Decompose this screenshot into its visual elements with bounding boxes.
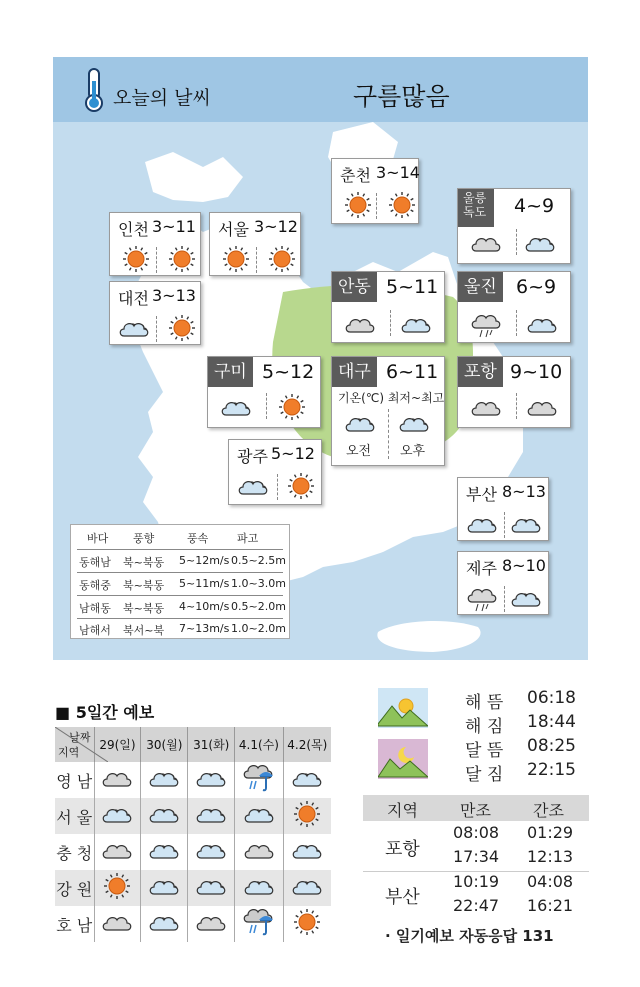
sun-icon: [120, 245, 152, 277]
moonrise-label: 달 뜸: [465, 741, 504, 761]
city-card-pohang: [457, 356, 571, 428]
city-temp: 5~12: [262, 361, 315, 383]
forecast-region: 호 남: [56, 915, 93, 935]
city-name: 대전: [118, 289, 149, 308]
city-card-uljin: [457, 271, 571, 343]
sea-row: 동해남 북~북동 5~12m/s 0.5~2.5m: [79, 554, 286, 569]
forecast-row: [55, 834, 331, 870]
sun-icon: [220, 245, 252, 277]
tide-low: 01:29: [527, 823, 574, 842]
partly-cloudy-icon: [283, 870, 331, 906]
partly-cloudy-icon: [510, 510, 542, 542]
city-temp: 9~10: [510, 361, 563, 383]
city-name: 부산: [466, 485, 497, 504]
tide-header-low: 간조: [533, 801, 564, 820]
partly-cloudy-icon: [94, 798, 141, 834]
sunrise-time: 06:18: [527, 688, 576, 708]
city-name: 춘천: [340, 166, 371, 185]
partly-cloudy-icon: [235, 798, 283, 834]
partly-cloudy-icon: [188, 798, 235, 834]
sunset-label: 해 짐: [465, 717, 504, 737]
city-name: 서울: [218, 220, 249, 239]
cloud-icon: [470, 229, 502, 261]
city-card-daegu: [331, 356, 445, 466]
sun-icon: [285, 472, 317, 504]
sea-header-wave: 파고: [237, 532, 259, 545]
city-card-seoul: [209, 212, 301, 276]
sea-header-area: 바다: [87, 532, 109, 545]
city-temp: 4~9: [514, 195, 555, 217]
cloud-icon: [344, 310, 376, 342]
partly-cloudy-icon: [188, 834, 235, 870]
tide-region: 포항: [385, 839, 420, 860]
forecast-header-row: [55, 727, 331, 762]
tide-header-row: [363, 795, 589, 821]
sea-row: 남해동 북~북동 4~10m/s 0.5~2.0m: [79, 600, 286, 615]
forecast-row: [55, 906, 331, 942]
forecast-row: [55, 798, 331, 834]
partly-cloudy-icon: [141, 834, 188, 870]
sea-header-row: [77, 527, 283, 547]
city-card-daejeon: [109, 281, 201, 345]
moonrise-mountain-icon: [378, 739, 428, 779]
city-temp: 8~13: [502, 482, 546, 501]
partly-cloudy-icon: [344, 409, 376, 441]
forecast-region: 서 울: [55, 798, 94, 834]
city-card-gumi: [207, 356, 321, 428]
partly-cloudy-icon: [237, 472, 269, 504]
forecast-day: 30(월): [141, 727, 188, 762]
moonset-label: 달 짐: [465, 765, 504, 785]
thermometer-icon: [81, 67, 107, 113]
forecast-day: 4.1(수): [235, 727, 283, 762]
city-temp: 5~12: [271, 444, 315, 463]
tide-header-high: 만조: [460, 801, 491, 820]
sunset-time: 18:44: [527, 712, 576, 732]
sun-icon: [283, 798, 331, 834]
city-temp: 3~13: [152, 286, 196, 305]
sun-icon: [166, 245, 198, 277]
sun-icon: [386, 191, 418, 223]
tide-high: 08:08: [453, 823, 500, 842]
city-temp: 3~14: [376, 163, 420, 182]
forecast-day: 31(화): [188, 727, 235, 762]
city-card-incheon: [109, 212, 201, 276]
city-card-andong: [331, 271, 445, 343]
partly-cloudy-icon: [400, 310, 432, 342]
tide-header-region: 지역: [387, 801, 418, 820]
sun-icon: [94, 870, 141, 906]
forecast-title: ■ 5일간 예보: [55, 703, 155, 722]
legend-pm-label: 오후: [400, 444, 426, 459]
sun-icon: [266, 245, 298, 277]
partly-cloudy-icon: [141, 906, 188, 942]
city-temp: 6~9: [516, 276, 557, 298]
city-name: 제주: [466, 559, 497, 578]
city-card-gwangju: [228, 439, 322, 505]
tide-low: 04:08: [527, 872, 574, 891]
tide-table: [363, 795, 589, 915]
forecast-region: 충 청: [56, 843, 93, 863]
forecast-day: 4.2(목): [283, 727, 331, 762]
partly-cloudy-icon: [220, 393, 252, 425]
sun-icon: [283, 906, 331, 942]
city-card-chuncheon: [331, 158, 419, 224]
rain-icon: [235, 906, 283, 942]
city-temp: 8~10: [502, 556, 546, 575]
sunrise-mountain-icon: [378, 688, 428, 728]
sea-header-speed: 풍속: [187, 532, 209, 545]
city-name: 울진: [458, 272, 503, 302]
city-name: 대구: [332, 357, 377, 387]
rain-icon: [466, 584, 498, 618]
cloud-icon: [94, 834, 141, 870]
cloud-icon: [94, 762, 141, 798]
rain-icon: [470, 310, 502, 344]
partly-cloudy-icon: [510, 584, 542, 616]
city-card-jeju: [457, 551, 549, 615]
partly-cloudy-icon: [398, 409, 430, 441]
partly-cloudy-icon: [141, 798, 188, 834]
cloud-icon: [470, 393, 502, 425]
sea-conditions-table: [70, 524, 290, 639]
forecast-corner-cell: 날짜 지역: [55, 727, 94, 762]
tide-high: 17:34: [453, 847, 500, 866]
partly-cloudy-icon: [188, 762, 235, 798]
sea-header-direction: 풍향: [133, 532, 155, 545]
city-temp: 5~11: [386, 276, 439, 298]
partly-cloudy-icon: [466, 510, 498, 542]
page-title: 오늘의 날씨: [113, 87, 211, 109]
city-name: 구미: [208, 357, 253, 387]
cloud-icon: [94, 906, 141, 942]
city-temp: 6~11: [386, 361, 439, 383]
forecast-region: 영 남: [56, 771, 93, 791]
sunrise-label: 해 뜸: [465, 693, 504, 713]
cloud-icon: [526, 393, 558, 425]
city-card-busan: [457, 477, 549, 541]
tide-low: 12:13: [527, 847, 574, 866]
ars-phone-info: · 일기예보 자동응답 131: [385, 927, 554, 945]
moonset-time: 22:15: [527, 760, 576, 780]
forecast-row: [55, 870, 331, 906]
partly-cloudy-icon: [118, 314, 150, 346]
partly-cloudy-icon: [235, 870, 283, 906]
sun-icon: [342, 191, 374, 223]
tide-low: 16:21: [527, 896, 574, 915]
moonrise-time: 08:25: [527, 736, 576, 756]
rain-umbrella-icon: [235, 762, 283, 798]
legend-temp-label: 기온(℃) 최저~최고: [338, 391, 445, 405]
partly-cloudy-icon: [188, 870, 235, 906]
city-card-ulleung: [457, 188, 571, 264]
partly-cloudy-icon: [141, 870, 188, 906]
partly-cloudy-icon: [283, 834, 331, 870]
forecast-region: 강 원: [55, 870, 94, 906]
cloud-icon: [235, 834, 283, 870]
sun-icon: [166, 314, 198, 346]
cloud-icon: [188, 906, 235, 942]
city-name: 안동: [332, 272, 377, 302]
partly-cloudy-icon: [524, 229, 556, 261]
tide-high: 22:47: [453, 896, 500, 915]
city-temp: 3~11: [152, 217, 196, 236]
partly-cloudy-icon: [526, 310, 558, 342]
legend-am-label: 오전: [346, 444, 372, 459]
today-condition: 구름많음: [353, 82, 450, 111]
city-name: 광주: [237, 447, 268, 466]
city-temp: 3~12: [254, 217, 298, 236]
tide-region: 부산: [385, 887, 420, 908]
partly-cloudy-icon: [283, 762, 331, 798]
sea-row: 남해서 북서~북 7~13m/s 1.0~2.0m: [79, 622, 286, 637]
partly-cloudy-icon: [141, 762, 188, 798]
sea-row: 동해중 북~북동 5~11m/s 1.0~3.0m: [79, 577, 286, 592]
forecast-row: [55, 762, 331, 798]
tide-high: 10:19: [453, 872, 500, 891]
five-day-forecast-table: [55, 727, 331, 942]
sun-icon: [276, 393, 308, 425]
city-name: 울릉 독도: [458, 189, 494, 227]
city-name: 포항: [458, 357, 503, 387]
city-name: 인천: [118, 220, 149, 239]
forecast-day: 29(일): [94, 727, 141, 762]
map-header: [53, 57, 588, 122]
